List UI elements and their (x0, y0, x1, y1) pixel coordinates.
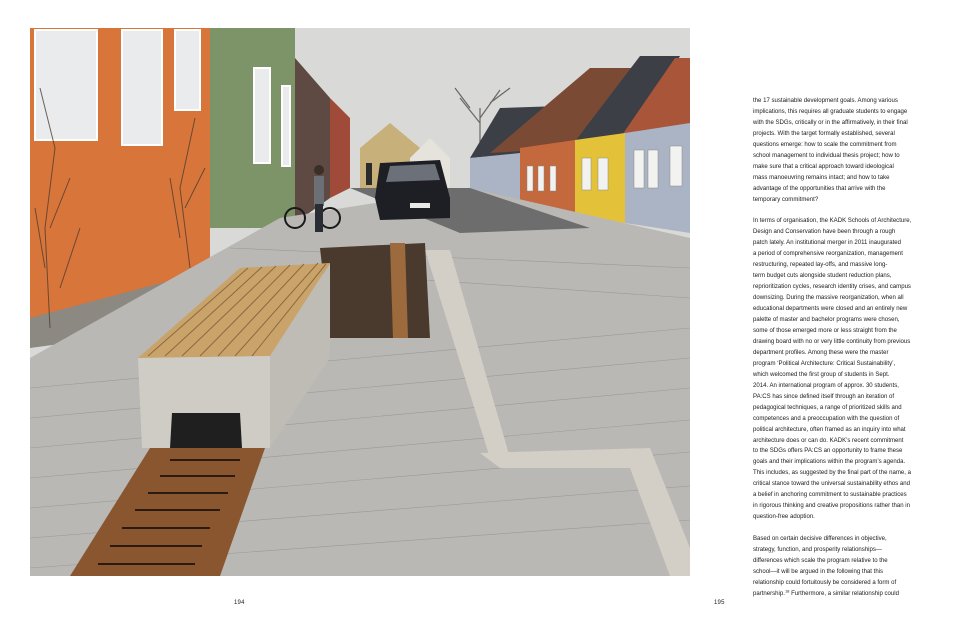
text-line: patch lately. An institutional merger in 2011 inaugurated (753, 240, 902, 247)
text-line: school—it will be argued in the following that this (753, 568, 884, 575)
text-line: questions emerge: how to scale the commitment from (753, 141, 897, 148)
text-line: educational departments were closed and an entirely new (753, 306, 908, 313)
text-line: relationship could fortuitously be considered a form of (753, 579, 897, 586)
text-line: which welcomed the first group of students in Sept. (753, 371, 890, 378)
page-number-left: 194 (234, 600, 245, 606)
planter-bed (320, 243, 430, 338)
text-line: Based on certain decisive differences in objective, (753, 536, 887, 543)
text-line: mass manoeuvring remains intact; and how to take (753, 174, 890, 181)
text-line: competences and a preoccupation with the question of (753, 415, 900, 422)
text-line: make sure that a critical approach toward ideological (753, 163, 894, 170)
bench-opening (170, 413, 242, 448)
page-number-right: 195 (714, 600, 725, 606)
text-line: palette of master and bachelor programs were chosen, (753, 317, 900, 324)
pedestrian (366, 163, 372, 185)
text-line: some of those emerged more or less straight from the (753, 328, 897, 334)
paragraph-2 (753, 216, 935, 523)
text-line: reprioritization cycles, research identity crises, and campus (753, 284, 911, 291)
text-line: department profiles. Among these were the master (753, 349, 889, 356)
body-text-column (753, 96, 935, 611)
text-line: program ‘Political Architecture: Critical Sustainability’, (753, 360, 896, 367)
footnote-marker[interactable]: 18 (784, 588, 790, 594)
corten-planter-edge (390, 243, 408, 338)
parked-car (375, 160, 450, 220)
text-line-with-footnote (753, 589, 935, 600)
text-line: Design and Conservation have been through a rough (753, 229, 896, 236)
paragraph-1 (753, 96, 935, 206)
text-line: a belief in anchoring commitment to sustainable practices (753, 492, 907, 499)
text-line: PA:CS has since defined itself through an iteration of (753, 393, 895, 400)
text-line: term budget cuts alongside student reduction plans, (753, 273, 892, 280)
text-line: strategy, function, and prosperity relationships— (753, 547, 882, 554)
text-line: to the SDGs offers PA:CS an opportunity to frame these (753, 448, 903, 455)
paragraph-3 (753, 534, 935, 600)
text-line: in rigorous thinking and creative propositions rather than in (753, 503, 910, 510)
text-fragment: partnership. (753, 590, 785, 597)
text-line: a period of comprehensive reorganization, management (753, 251, 903, 258)
text-line: temporary commitment? (753, 196, 819, 203)
text-line: with the SDGs, critically or in the affirmatively, in their final (753, 119, 908, 126)
text-line: question-free adoption. (753, 514, 815, 521)
text-line: restructuring, repeated lay-offs, and massive long- (753, 262, 888, 269)
text-line: downsizing. During the massive reorganization, when all (753, 295, 904, 302)
text-line: the 17 sustainable development goals. Among various (753, 98, 898, 104)
street-photograph (30, 28, 690, 576)
text-line: critical stance toward the universal sustainability ethos and (753, 481, 910, 488)
text-line: architecture does or can do. KADK’s recent commitment (753, 437, 904, 444)
text-line: drawing board with no or very little continuity from previous (753, 338, 911, 345)
text-line: This includes, as suggested by the final part of the name, a (753, 470, 911, 477)
text-line: 2014. An international program of approx. 30 students, (753, 382, 899, 389)
text-line: political architecture, often framed as an inquiry into what (753, 426, 906, 433)
text-line: advantage of the opportunities that arrive with the (753, 185, 886, 192)
street-photo-illustration (30, 28, 690, 576)
text-fragment: Furthermore, a similar relationship could (789, 590, 899, 597)
text-line: pedagogical techniques, a range of prioritized skills and (753, 404, 902, 411)
text-line: implications, this requires all graduate students to engage (753, 108, 908, 115)
text-line: projects. With the target formally established, several (753, 130, 895, 137)
text-line: school management to individual thesis project; how to (753, 152, 900, 159)
text-line: differences which scale the program relative to the (753, 558, 888, 564)
text-line: goals and their implications within the program’s agenda. (753, 459, 906, 466)
text-line: In terms of organisation, the KADK Schools of Architecture, (753, 218, 912, 225)
